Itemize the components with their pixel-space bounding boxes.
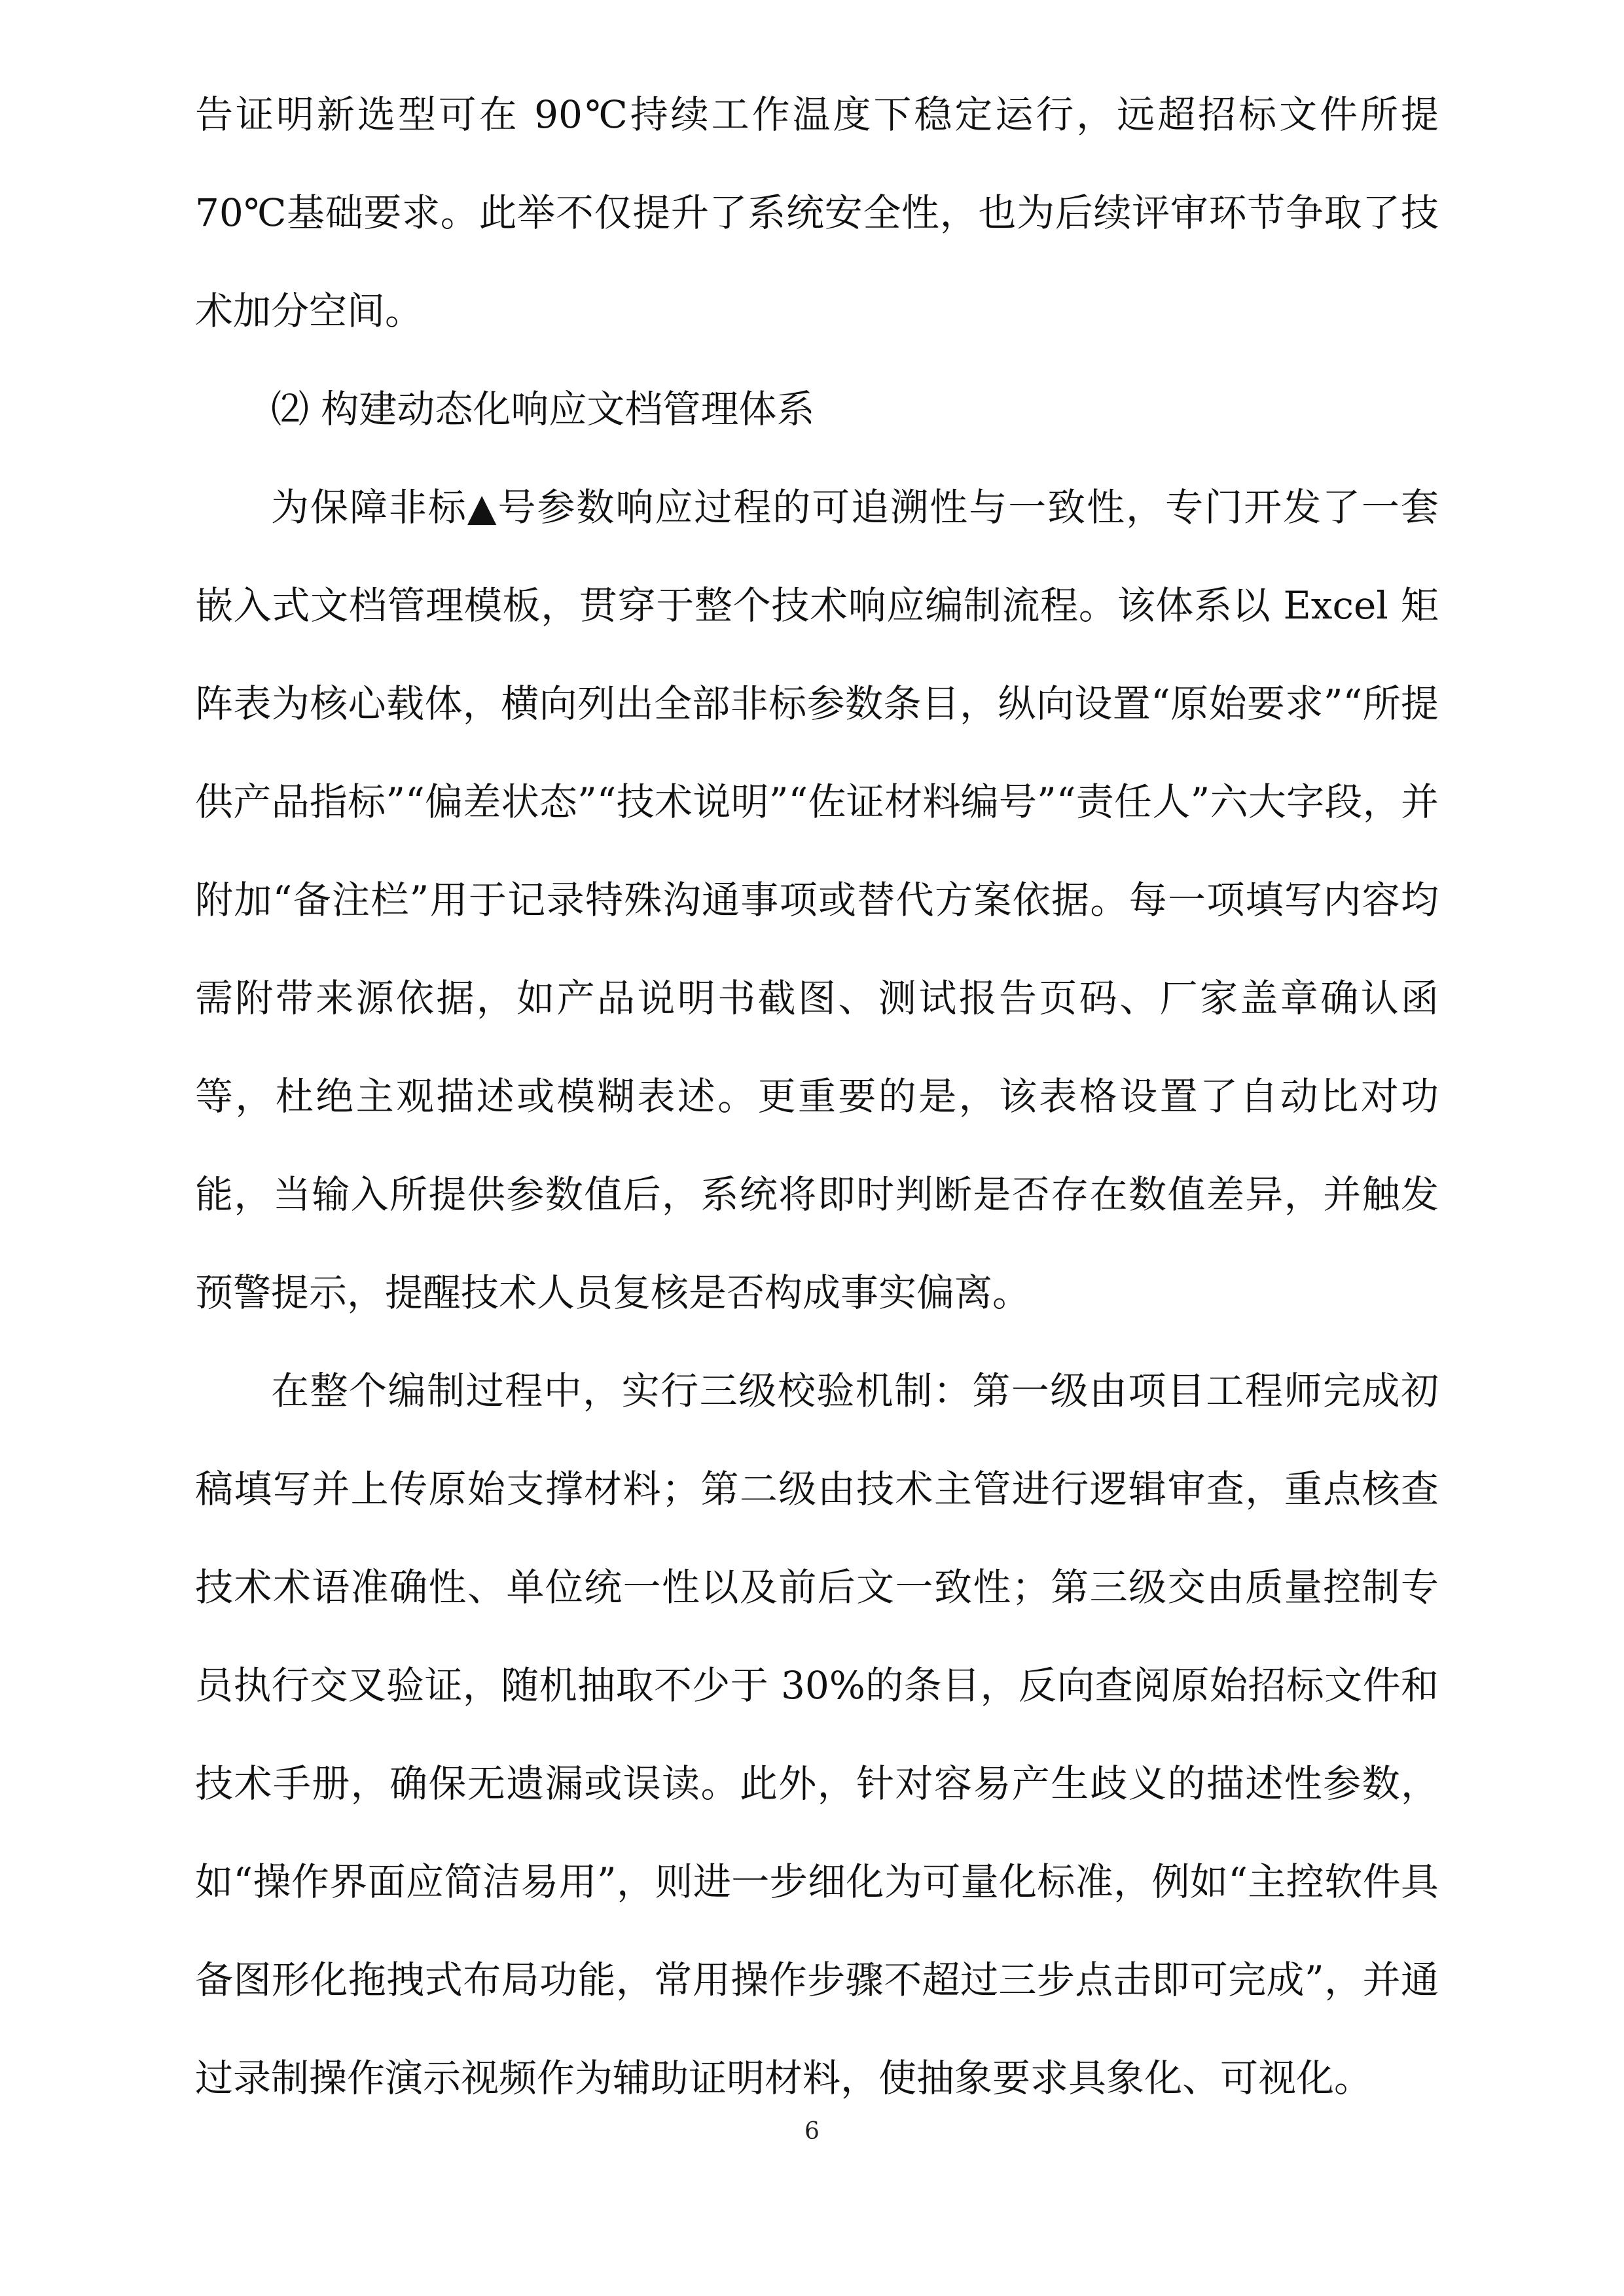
section-heading: ⑵ 构建动态化响应文档管理体系 [271, 387, 815, 431]
paragraph-continuation: 告证明新选型可在 90℃持续工作温度下稳定运行，远超招标文件所提 70℃基础要求。此举不仅提升了系统安全性，也为后续评审环节争取了技术加分空间。 [195, 92, 1439, 333]
page-number: 6 [804, 2118, 820, 2145]
paragraph-document-management: 为保障非标▲号参数响应过程的可追溯性与一致性，专门开发了一套嵌入式文档管理模板，贯穿于整个技术响应编制流程。该体系以 Excel 矩阵表为核心载体，横向列出全部非标参数条目，纵向设置“原始要求”“所提供产品指标”“偏差状态”“技术说明”“佐证材料编号”“责任人”六大字段，并附加“备注栏”用于记录特殊沟通事项或替代方案依据。每一项填写内容均需附带来源依据，如产品说明书截图、测试报告页码、厂家盖章确认函等，杜绝主观描述或模糊表述。更重要的是，该表格设置了自动比对功能，当输入所提供参数值后，系统将即时判断是否存在数值差异，并触发预警提示，提醒技术人员复核是否构成事实偏离。 [195, 485, 1439, 1315]
paragraph-verification-mechanism: 在整个编制过程中，实行三级校验机制：第一级由项目工程师完成初稿填写并上传原始支撑材料；第二级由技术主管进行逻辑审查，重点核查技术术语准确性、单位统一性以及前后文一致性；第三级交由质量控制专员执行交叉验证，随机抽取不少于 30%的条目，反向查阅原始招标文件和技术手册，确保无遗漏或误读。此外，针对容易产生歧义的描述性参数，如“操作界面应简洁易用”，则进一步细化为可量化标准，例如“主控软件具备图形化拖拽式布局功能，常用操作步骤不超过三步点击即可完成”，并通过录制操作演示视频作为辅助证明材料，使抽象要求具象化、可视化。 [195, 1369, 1439, 2100]
page-body [195, 65, 1439, 2127]
